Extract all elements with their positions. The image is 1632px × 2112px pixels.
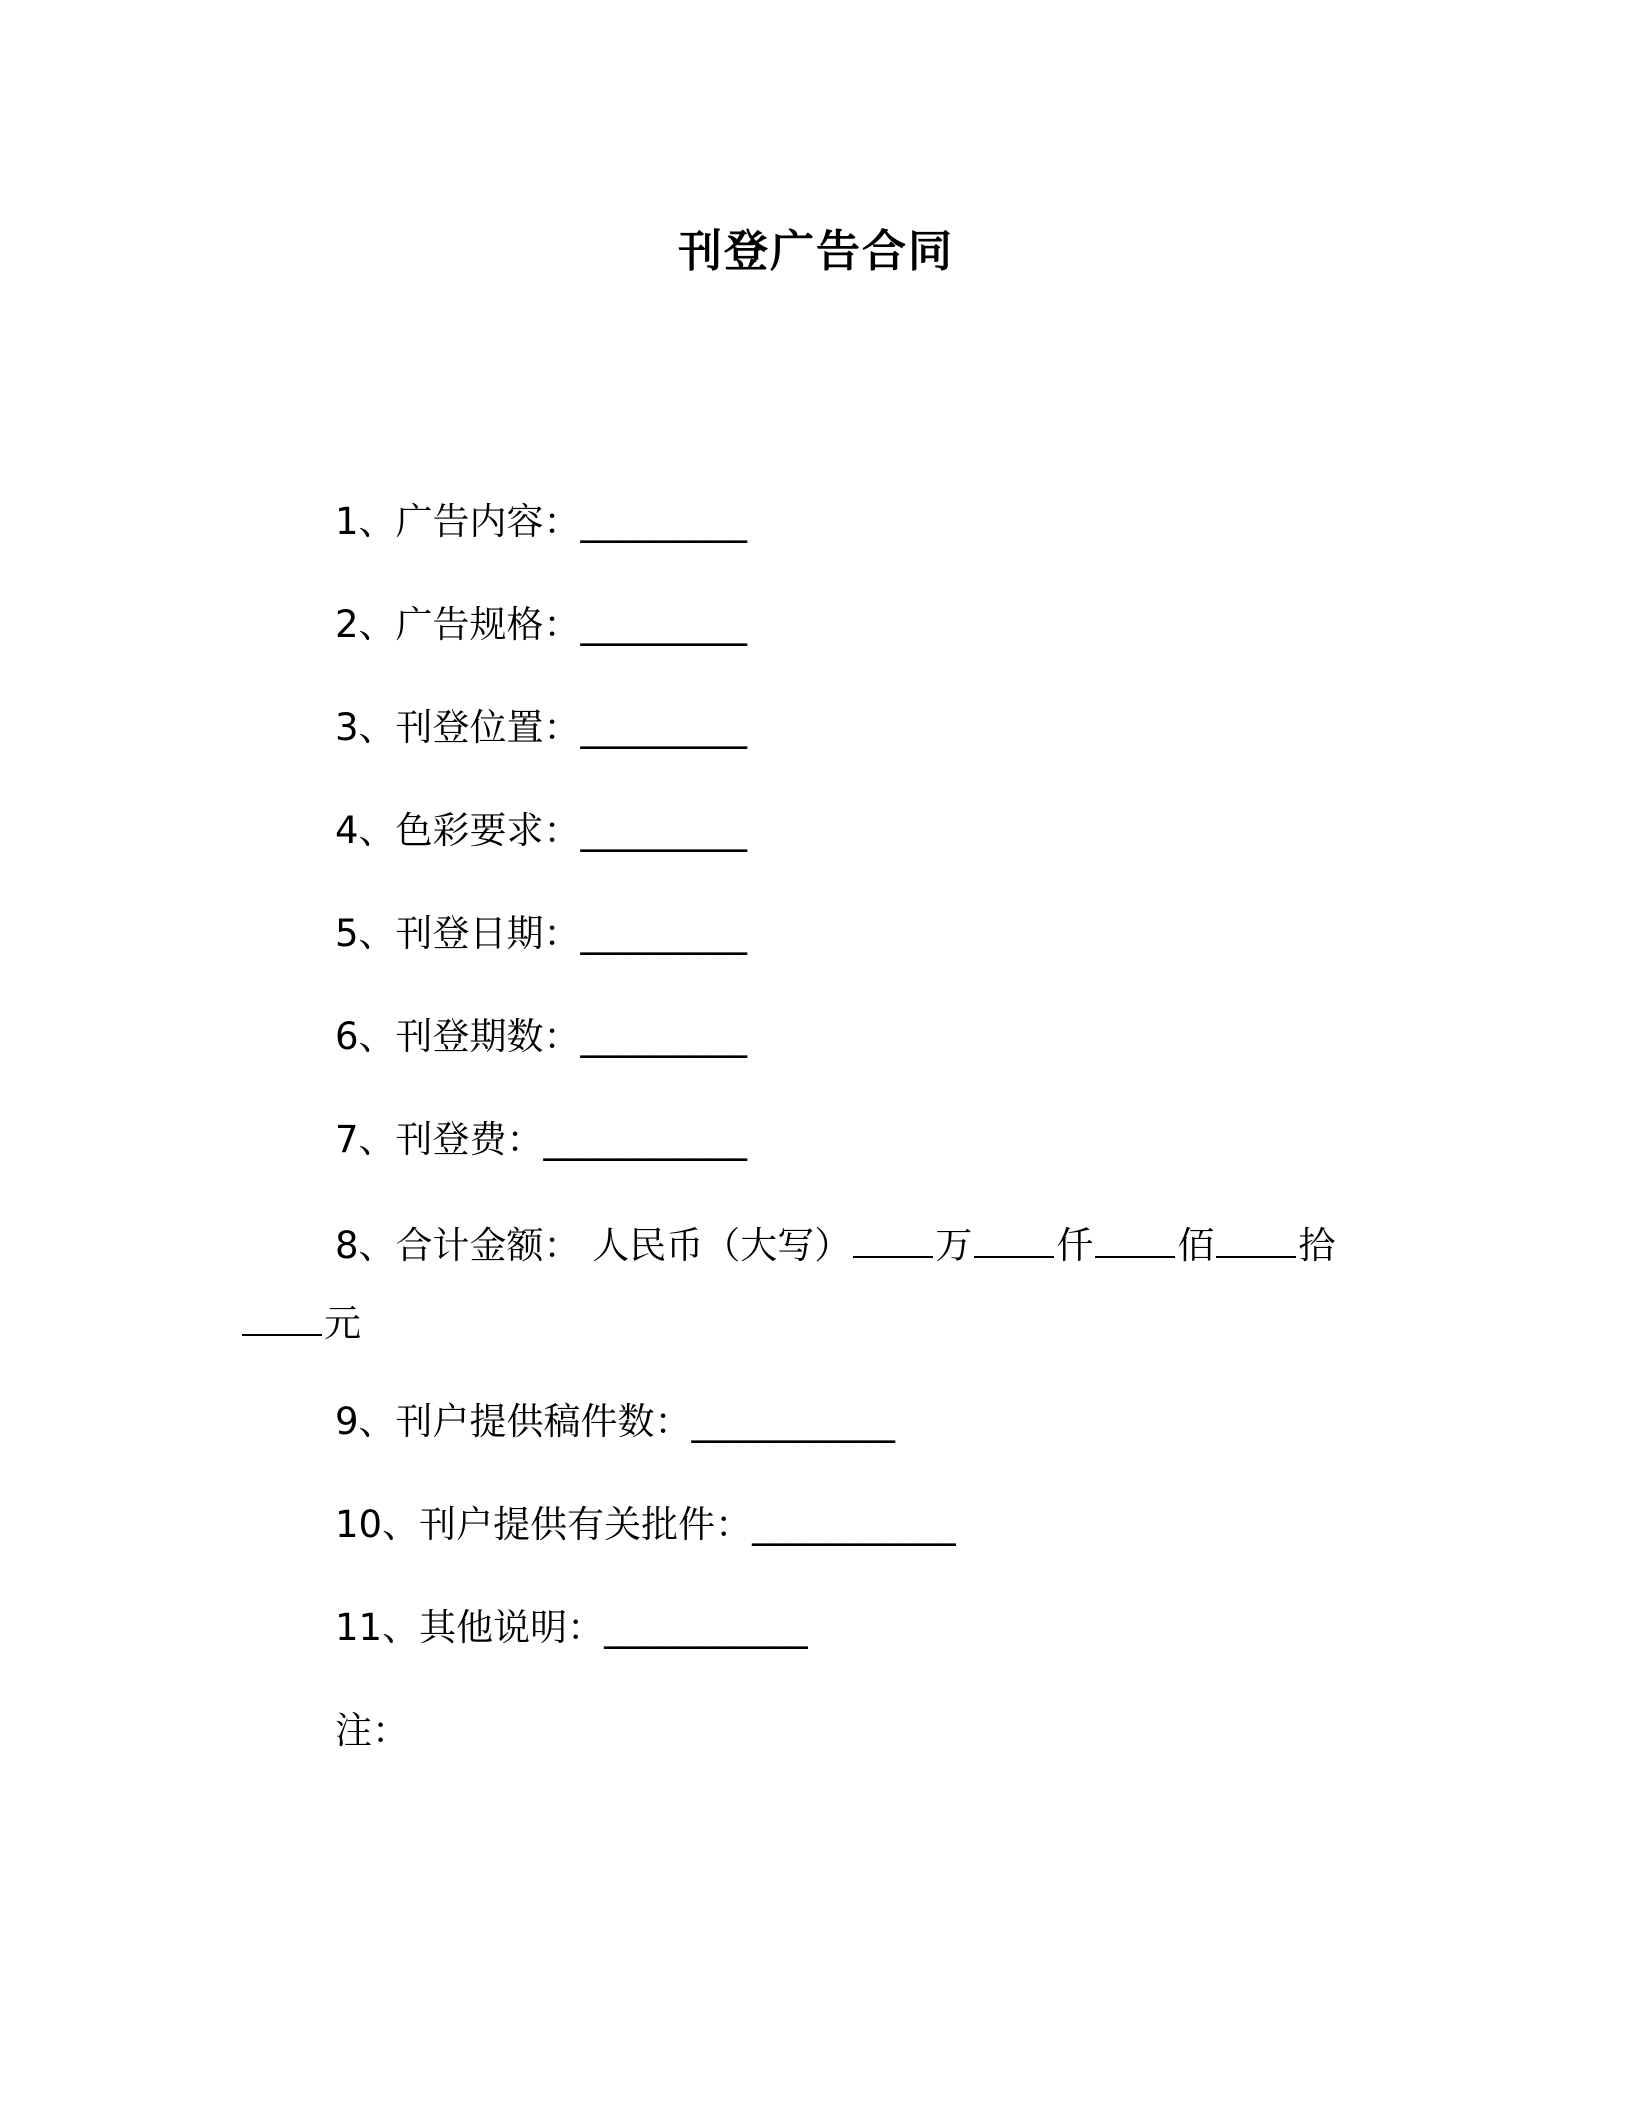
clause-blank: ___________ bbox=[752, 1503, 956, 1546]
clause-issue-count bbox=[335, 1012, 747, 1062]
amount-unit: 万 bbox=[935, 1224, 973, 1267]
clause-blank: _________ bbox=[580, 706, 748, 749]
amount-blank bbox=[242, 1298, 322, 1336]
clause-blank: ___________ bbox=[543, 1118, 748, 1161]
clause-label: 8、合计金额： 人民币（大写） bbox=[335, 1224, 852, 1267]
amount-blank bbox=[974, 1220, 1054, 1258]
clause-label: 11、其他说明： bbox=[335, 1606, 605, 1649]
clause-label: 2、广告规格： bbox=[335, 603, 581, 646]
clause-label: 6、刊登期数： bbox=[335, 1015, 581, 1058]
clause-color-requirement bbox=[335, 806, 747, 856]
document-title: 刊登广告合同 bbox=[678, 226, 954, 277]
clause-placement bbox=[335, 703, 747, 753]
clause-approval-documents bbox=[335, 1500, 956, 1550]
clause-label: 3、刊登位置： bbox=[335, 706, 581, 749]
amount-unit: 拾 bbox=[1298, 1224, 1336, 1267]
clause-blank: _________ bbox=[580, 1015, 748, 1058]
note-label: 注： bbox=[335, 1709, 409, 1752]
clause-label: 5、刊登日期： bbox=[335, 912, 581, 955]
clause-publish-fee bbox=[335, 1115, 747, 1165]
amount-blank bbox=[1095, 1220, 1175, 1258]
amount-unit: 元 bbox=[324, 1302, 361, 1345]
amount-unit: 佰 bbox=[1177, 1224, 1215, 1267]
clause-blank: _________ bbox=[580, 809, 748, 852]
clause-blank: _________ bbox=[580, 603, 748, 646]
clause-blank: ___________ bbox=[691, 1400, 896, 1443]
clause-publish-date bbox=[335, 909, 747, 959]
clause-label: 10、刊户提供有关批件： bbox=[335, 1503, 753, 1546]
clause-ad-size bbox=[335, 600, 747, 650]
clause-label: 4、色彩要求： bbox=[335, 809, 581, 852]
clause-blank: _________ bbox=[580, 500, 748, 543]
clause-other-notes bbox=[335, 1603, 808, 1653]
amount-blank bbox=[1216, 1220, 1296, 1258]
clause-label: 9、刊户提供稿件数： bbox=[335, 1400, 692, 1443]
clause-manuscript-count bbox=[335, 1397, 895, 1447]
clause-ad-content bbox=[335, 497, 747, 547]
clause-blank: ___________ bbox=[604, 1606, 808, 1649]
clause-blank: _________ bbox=[580, 912, 748, 955]
amount-blank bbox=[853, 1220, 933, 1258]
clause-total-amount bbox=[240, 1207, 1360, 1363]
amount-unit: 仟 bbox=[1056, 1224, 1094, 1267]
clause-label: 1、广告内容： bbox=[335, 500, 581, 543]
clause-label: 7、刊登费： bbox=[335, 1118, 544, 1161]
